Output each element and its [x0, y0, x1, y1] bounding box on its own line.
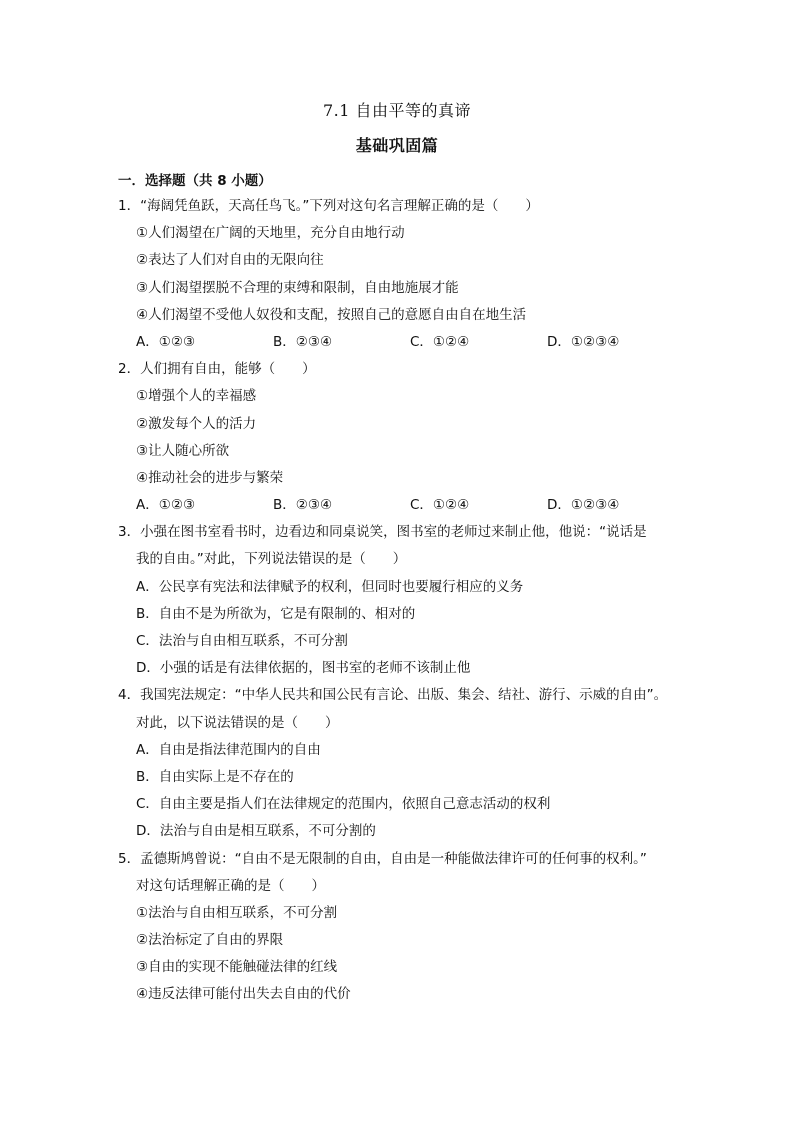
question-stem: 4．我国宪法规定：“中华人民共和国公民有言论、出版、集会、结社、游行、示威的自由”。: [118, 687, 668, 704]
question-3: [118, 519, 698, 682]
question-item: B．自由实际上是不存在的: [136, 768, 294, 785]
answer-option: B．②③④: [273, 497, 333, 514]
question-stem: 1．“海阔凭鱼跃，天高任鸟飞。”下列对这句名言理解正确的是（ ）: [118, 198, 539, 214]
question-item: ②表达了人们对自由的无限向往: [136, 252, 324, 269]
question-4: [118, 682, 698, 845]
answer-option: D．①②③④: [547, 497, 620, 514]
question-item: ③人们渴望摆脱不合理的束缚和限制，自由地施展才能: [136, 279, 459, 296]
question-stem: 对这句话理解正确的是（ ）: [136, 877, 325, 894]
answer-option: A．①②③: [136, 333, 196, 350]
question-item: ②激发每个人的活力: [136, 415, 257, 432]
question-stem: 对此，以下说法错误的是（ ）: [136, 714, 339, 731]
question-item: D．法治与自由是相互联系，不可分割的: [136, 823, 376, 840]
question-item: ③让人随心所欲: [136, 442, 230, 459]
question-item: ③自由的实现不能触碰法律的红线: [136, 959, 338, 976]
question-item: ④人们渴望不受他人奴役和支配，按照自己的意愿自由自在地生活: [136, 306, 527, 323]
question-stem: 我的自由。”对此，下列说法错误的是（ ）: [136, 551, 407, 568]
question-item: C．自由主要是指人们在法律规定的范围内，依照自己意志活动的权利: [136, 796, 551, 813]
question-item: C．法治与自由相互联系，不可分割: [136, 633, 348, 649]
question-item: A．自由是指法律范围内的自由: [136, 741, 321, 758]
answer-option: A．①②③: [136, 497, 196, 514]
question-stem: 5．孟德斯鸠曾说：“自由不是无限制的自由，自由是一种能做法律许可的任何事的权利。”: [118, 850, 647, 867]
document-subtitle: 基础巩固篇: [355, 136, 439, 155]
answer-options: [118, 329, 698, 356]
question-list: [118, 193, 698, 1009]
answer-option: C．①②④: [410, 333, 470, 350]
question-item: A．公民享有宪法和法律赋予的权利，但同时也要履行相应的义务: [136, 578, 524, 595]
question-1: [118, 193, 698, 356]
question-item: D．小强的话是有法律依据的，图书室的老师不该制止他: [136, 660, 471, 677]
question-item: ①法治与自由相互联系，不可分割: [136, 904, 338, 921]
question-item: ④违反法律可能付出失去自由的代价: [136, 986, 351, 1003]
question-item: ①增强个人的幸福感: [136, 388, 257, 405]
answer-option: C．①②④: [410, 497, 470, 514]
question-stem: 2．人们拥有自由，能够（ ）: [118, 361, 316, 378]
question-item: ①人们渴望在广阔的天地里，充分自由地行动: [136, 225, 405, 242]
answer-options: [118, 492, 698, 519]
document-title: 7.1 自由平等的真谛: [322, 101, 472, 120]
question-item: ④推动社会的进步与繁荣: [136, 469, 284, 486]
question-stem: 3．小强在图书室看书时，边看边和同桌说笑，图书室的老师过来制止他，他说：“说话是: [118, 524, 647, 541]
question-item: ②法治标定了自由的界限: [136, 932, 284, 949]
answer-option: D．①②③④: [547, 333, 620, 350]
question-5: [118, 846, 698, 1009]
question-item: B．自由不是为所欲为，它是有限制的、相对的: [136, 605, 416, 622]
question-2: [118, 356, 698, 519]
section-heading: 一．选择题（共 8 小题）: [118, 173, 272, 189]
answer-option: B．②③④: [273, 333, 333, 350]
